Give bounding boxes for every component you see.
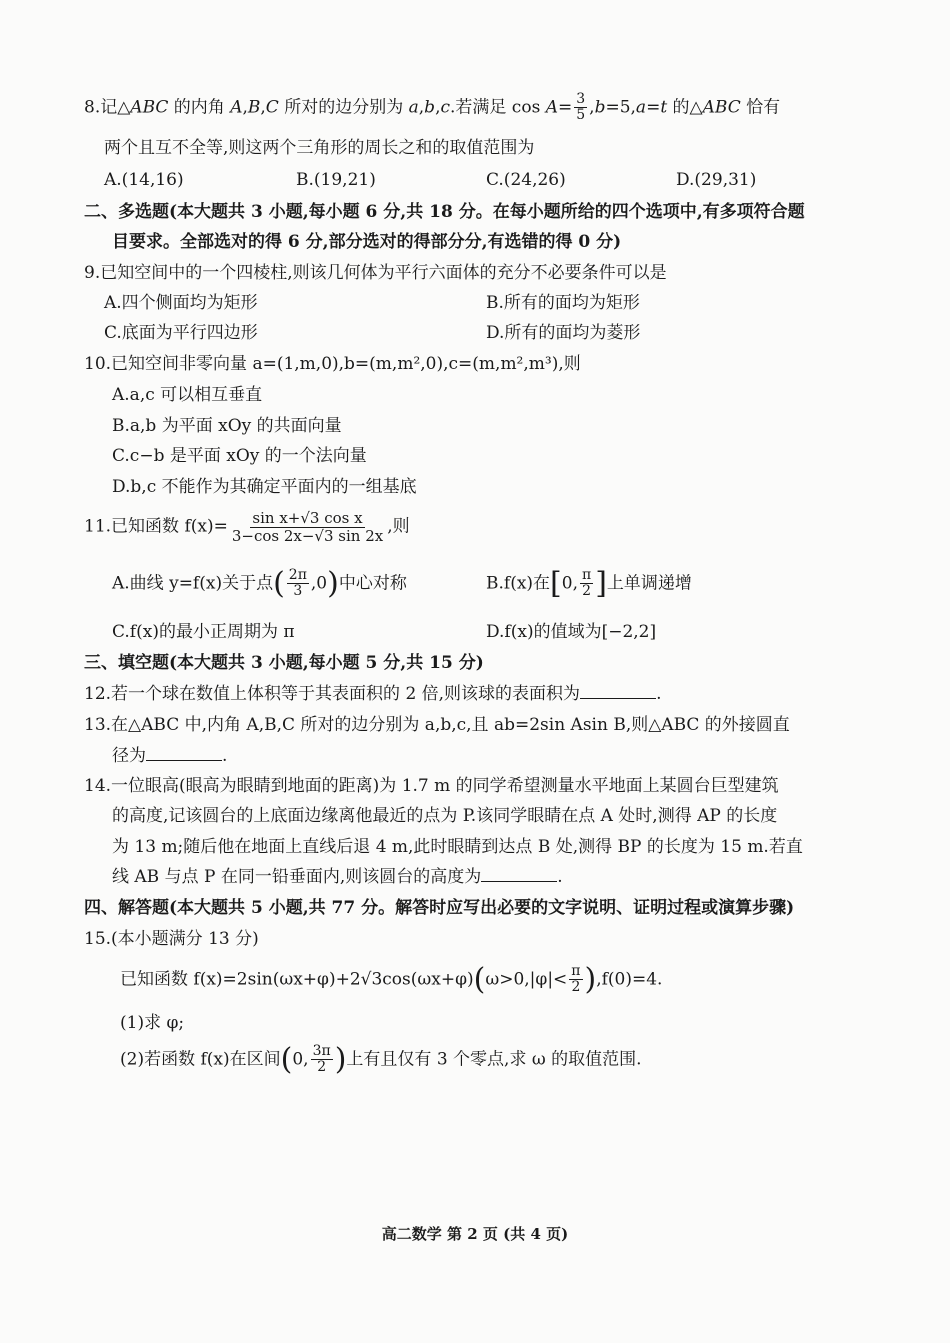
q9-option-d: D.所有的面均为菱形 xyxy=(486,323,641,343)
q9-option-a: A.四个侧面均为矩形 xyxy=(104,293,258,313)
fraction: $\frac{\pi}{2}$ xyxy=(571,963,581,996)
answer-blank xyxy=(580,684,656,699)
fraction: $\frac{3\pi}{2}$ xyxy=(312,1043,331,1076)
q14-line4: 线 AB 与点 P 在同一铅垂面内,则该圆台的高度为 . xyxy=(112,867,563,887)
section-2-heading: 二、多选题(本大题共 3 小题,每小题 6 分,共 18 分。在每小题所给的四个选项中,有多项符合题 xyxy=(84,202,805,222)
q10-option-d: D.b,c 不能作为其确定平面内的一组基底 xyxy=(112,477,417,497)
q11-stem: 11.已知函数 f(x)= $\frac{\text{sin x+√3 cos x}}{3-\cos 2x-√3 \sin 2x}$ ,则 xyxy=(84,509,410,545)
q10-option-a: A.a,c 可以相互垂直 xyxy=(112,385,263,405)
fraction: $\frac{\text{sin x+√3 cos x}}{3-\cos 2x-√3 \sin 2x}$ xyxy=(231,509,384,545)
q11-option-b: B.f(x)在[0, $\frac{\pi}{2}$ ]上单调递增 xyxy=(486,565,692,601)
q15-part1: (1)求 φ; xyxy=(120,1013,185,1033)
fraction: $\frac{2\pi}{3}$ xyxy=(288,567,307,600)
q10-stem: 10.已知空间非零向量 a=(1,m,0),b=(m,m²,0),c=(m,m²,m³),则 xyxy=(84,354,581,374)
q11-option-d: D.f(x)的值域为[−2,2] xyxy=(486,622,657,642)
page-footer: 高二数学 第 2 页 (共 4 页) xyxy=(381,1225,569,1243)
q8-option-a: A.(14,16) xyxy=(104,170,184,190)
section-4-heading: 四、解答题(本大题共 5 小题,共 77 分。解答时应写出必要的文字说明、证明过程或演算步骤) xyxy=(84,898,795,918)
q8-option-d: D.(29,31) xyxy=(676,170,757,190)
q8-line2: 两个且互不全等,则这两个三角形的周长之和的取值范围为 xyxy=(104,138,535,158)
q9-option-b: B.所有的面均为矩形 xyxy=(486,293,640,313)
q11-option-c: C.f(x)的最小正周期为 π xyxy=(112,622,295,642)
answer-blank xyxy=(146,746,222,761)
q12: 12.若一个球在数值上体积等于其表面积的 2 倍,则该球的表面积为 . xyxy=(84,684,662,704)
q10-option-c: C.c−b 是平面 xOy 的一个法向量 xyxy=(112,446,367,466)
q8-option-b: B.(19,21) xyxy=(296,170,376,190)
q15-heading: 15.(本小题满分 13 分) xyxy=(84,929,259,949)
answer-blank xyxy=(481,867,557,882)
q13-line1: 13.在△ABC 中,内角 A,B,C 所对的边分别为 a,b,c,且 ab=2sin Asin B,则△ABC 的外接圆直 xyxy=(84,715,790,735)
q14-line2: 的高度,记该圆台的上底面边缘离他最近的点为 P.该同学眼睛在点 A 处时,测得 AP 的长度 xyxy=(112,806,778,826)
q9-option-c: C.底面为平行四边形 xyxy=(104,323,258,343)
q9-stem: 9.已知空间中的一个四棱柱,则该几何体为平行六面体的充分不必要条件可以是 xyxy=(84,263,667,283)
q15-stem: 已知函数 f(x)=2sin(ωx+φ)+2√3cos(ωx+φ)(ω>0,|φ|< $\frac{\pi}{2}$ ),f(0)=4. xyxy=(120,961,663,997)
q14-line1: 14.一位眼高(眼高为眼睛到地面的距离)为 1.7 m 的同学希望测量水平地面上某圆台巨型建筑 xyxy=(84,776,779,796)
q8-line1: 8.记△ABC 的内角 A,B,C 所对的边分别为 a,b,c.若满足 cos A= $\frac{3}{5}$ ,b=5,a=t 的△ABC 恰有 xyxy=(84,91,781,124)
q13-line2: 径为 . xyxy=(112,746,228,766)
q10-option-b: B.a,b 为平面 xOy 的共面向量 xyxy=(112,416,342,436)
section-2-heading-cont: 目要求。全部选对的得 6 分,部分选对的得部分分,有选错的得 0 分) xyxy=(112,232,622,252)
q15-part2: (2)若函数 f(x)在区间(0, $\frac{3\pi}{2}$ )上有且仅有 3 个零点,求 ω 的取值范围. xyxy=(120,1041,642,1077)
section-3-heading: 三、填空题(本大题共 3 小题,每小题 5 分,共 15 分) xyxy=(84,653,484,673)
fraction: $\frac{\pi}{2}$ xyxy=(582,567,592,600)
q14-line3: 为 13 m;随后他在地面上直线后退 4 m,此时眼睛到达点 B 处,测得 BP 的长度为 15 m.若直 xyxy=(112,837,803,857)
fraction: $\frac{3}{5}$ xyxy=(576,91,586,124)
q8-option-c: C.(24,26) xyxy=(486,170,566,190)
q11-option-a: A.曲线 y=f(x)关于点( $\frac{2\pi}{3}$ ,0)中心对称 xyxy=(112,565,407,601)
